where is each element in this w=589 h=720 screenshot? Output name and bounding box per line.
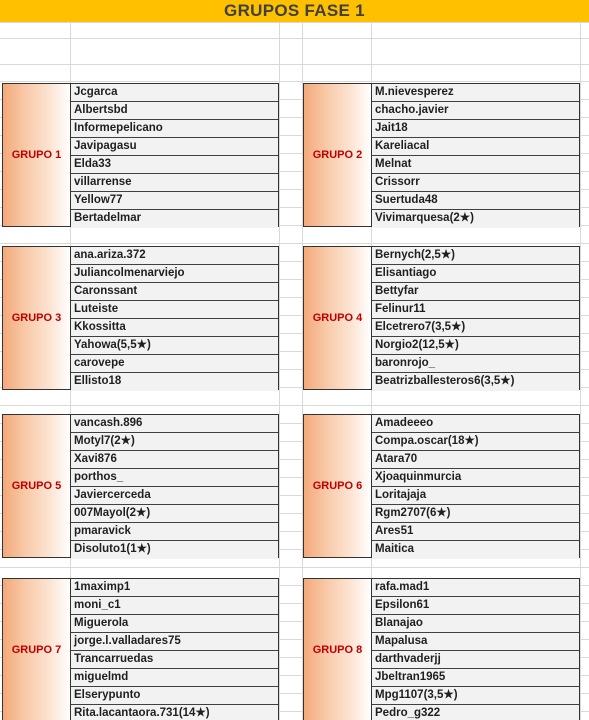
member-cell[interactable]: Albertsbd xyxy=(71,102,278,120)
member-cell[interactable]: Jcgarca xyxy=(71,84,278,102)
group-block xyxy=(2,414,279,558)
group-member-list xyxy=(71,84,278,226)
grid-row-line xyxy=(0,405,589,406)
member-cell[interactable]: 007Mayol(2★) xyxy=(71,505,278,523)
sheet-title: GRUPOS FASE 1 xyxy=(0,0,589,22)
member-cell[interactable]: Blanajao xyxy=(372,615,579,633)
grid-column-line xyxy=(279,0,280,720)
member-cell[interactable]: Disoluto1(1★) xyxy=(71,541,278,559)
member-cell[interactable]: Juliancolmenarviejo xyxy=(71,265,278,283)
member-cell[interactable]: Bettyfar xyxy=(372,283,579,301)
member-cell[interactable]: baronrojo_ xyxy=(372,355,579,373)
member-cell[interactable]: Epsilon61 xyxy=(372,597,579,615)
member-cell[interactable]: Atara70 xyxy=(372,451,579,469)
member-cell[interactable]: villarrense xyxy=(71,174,278,192)
member-cell[interactable]: Yahowa(5,5★) xyxy=(71,337,278,355)
member-cell[interactable]: Bernych(2,5★) xyxy=(372,247,579,265)
member-cell[interactable]: Vivimarquesa(2★) xyxy=(372,210,579,228)
group-label: GRUPO 2 xyxy=(304,84,372,226)
member-cell[interactable]: Miguerola xyxy=(71,615,278,633)
group-label: GRUPO 7 xyxy=(3,579,71,720)
group-block xyxy=(303,83,580,227)
grid-row-line xyxy=(0,64,589,65)
group-block xyxy=(2,83,279,227)
member-cell[interactable]: Pedro_g322 xyxy=(372,705,579,720)
group-label: GRUPO 6 xyxy=(304,415,372,557)
group-member-list xyxy=(71,415,278,557)
member-cell[interactable]: Beatrizballesteros6(3,5★) xyxy=(372,373,579,391)
group-member-list xyxy=(372,415,579,557)
group-member-list xyxy=(71,579,278,720)
grid-row-line xyxy=(0,38,589,39)
group-label: GRUPO 5 xyxy=(3,415,71,557)
member-cell[interactable]: Xavi876 xyxy=(71,451,278,469)
grid-row-line xyxy=(0,22,589,23)
member-cell[interactable]: porthos_ xyxy=(71,469,278,487)
member-cell[interactable]: moni_c1 xyxy=(71,597,278,615)
group-block xyxy=(2,578,279,720)
member-cell[interactable]: Mapalusa xyxy=(372,633,579,651)
member-cell[interactable]: Crissorr xyxy=(372,174,579,192)
group-member-list xyxy=(372,579,579,720)
member-cell[interactable]: Rita.lacantaora.731(14★) xyxy=(71,705,278,720)
grid-row-line xyxy=(0,567,589,568)
member-cell[interactable]: carovepe xyxy=(71,355,278,373)
member-cell[interactable]: Elda33 xyxy=(71,156,278,174)
member-cell[interactable]: Norgio2(12,5★) xyxy=(372,337,579,355)
member-cell[interactable]: Javiercerceda xyxy=(71,487,278,505)
member-cell[interactable]: Felinur11 xyxy=(372,301,579,319)
member-cell[interactable]: Kkossitta xyxy=(71,319,278,337)
member-cell[interactable]: Compa.oscar(18★) xyxy=(372,433,579,451)
member-cell[interactable]: Elisantiago xyxy=(372,265,579,283)
member-cell[interactable]: Caronssant xyxy=(71,283,278,301)
member-cell[interactable]: rafa.mad1 xyxy=(372,579,579,597)
group-label: GRUPO 8 xyxy=(304,579,372,720)
member-cell[interactable]: Maitica xyxy=(372,541,579,559)
member-cell[interactable]: Elserypunto xyxy=(71,687,278,705)
member-cell[interactable]: Javipagasu xyxy=(71,138,278,156)
member-cell[interactable]: Informepelicano xyxy=(71,120,278,138)
member-cell[interactable]: Rgm2707(6★) xyxy=(372,505,579,523)
member-cell[interactable]: 1maximp1 xyxy=(71,579,278,597)
member-cell[interactable]: Loritajaja xyxy=(372,487,579,505)
member-cell[interactable]: pmaravick xyxy=(71,523,278,541)
group-member-list xyxy=(372,84,579,226)
member-cell[interactable]: chacho.javier xyxy=(372,102,579,120)
member-cell[interactable]: Bertadelmar xyxy=(71,210,278,228)
member-cell[interactable]: darthvaderjj xyxy=(372,651,579,669)
member-cell[interactable]: Xjoaquinmurcia xyxy=(372,469,579,487)
grid-row-line xyxy=(0,81,589,82)
member-cell[interactable]: Ellisto18 xyxy=(71,373,278,391)
group-member-list xyxy=(372,247,579,389)
member-cell[interactable]: M.nievesperez xyxy=(372,84,579,102)
member-cell[interactable]: Suertuda48 xyxy=(372,192,579,210)
member-cell[interactable]: jorge.l.valladares75 xyxy=(71,633,278,651)
member-cell[interactable]: ana.ariza.372 xyxy=(71,247,278,265)
group-member-list xyxy=(71,247,278,389)
member-cell[interactable]: Motyl7(2★) xyxy=(71,433,278,451)
grid-column-line xyxy=(580,0,581,720)
group-label: GRUPO 1 xyxy=(3,84,71,226)
member-cell[interactable]: Mpg1107(3,5★) xyxy=(372,687,579,705)
grid-row-line xyxy=(0,243,589,244)
member-cell[interactable]: Jbeltran1965 xyxy=(372,669,579,687)
member-cell[interactable]: Ares51 xyxy=(372,523,579,541)
member-cell[interactable]: Jait18 xyxy=(372,120,579,138)
group-block xyxy=(303,414,580,558)
member-cell[interactable]: Amadeeeo xyxy=(372,415,579,433)
member-cell[interactable]: Luteiste xyxy=(71,301,278,319)
group-block xyxy=(2,246,279,390)
member-cell[interactable]: Melnat xyxy=(372,156,579,174)
member-cell[interactable]: vancash.896 xyxy=(71,415,278,433)
group-label: GRUPO 4 xyxy=(304,247,372,389)
member-cell[interactable]: miguelmd xyxy=(71,669,278,687)
group-block xyxy=(303,578,580,720)
group-label: GRUPO 3 xyxy=(3,247,71,389)
member-cell[interactable]: Elcetrero7(3,5★) xyxy=(372,319,579,337)
member-cell[interactable]: Kareliacal xyxy=(372,138,579,156)
member-cell[interactable]: Trancarruedas xyxy=(71,651,278,669)
group-block xyxy=(303,246,580,390)
member-cell[interactable]: Yellow77 xyxy=(71,192,278,210)
